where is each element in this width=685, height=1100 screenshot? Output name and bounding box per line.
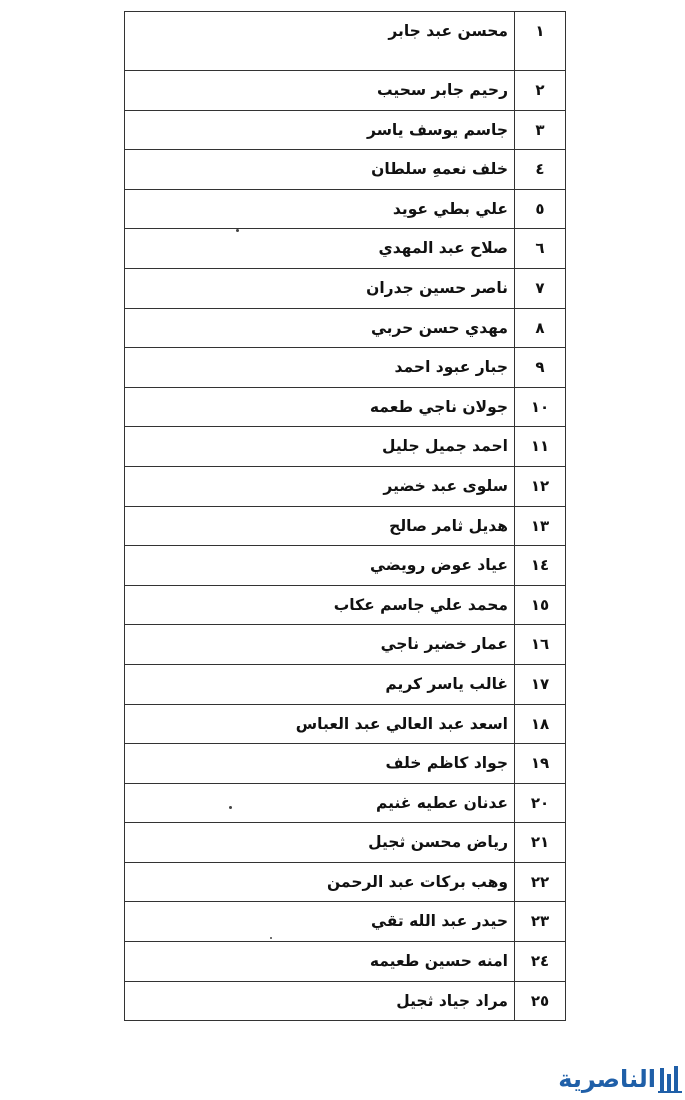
row-name: سلوى عبد خضير: [125, 466, 515, 506]
table-row: [125, 902, 566, 942]
row-name: اسعد عبد العالي عبد العباس: [125, 704, 515, 744]
row-number: ١١: [515, 427, 566, 467]
table-row: [125, 546, 566, 586]
scan-speck: [229, 806, 232, 809]
table-row: [125, 268, 566, 308]
row-name: عمار خضير ناجي: [125, 625, 515, 665]
row-number: ٢٣: [515, 902, 566, 942]
row-number: ٩: [515, 348, 566, 388]
table-row: [125, 466, 566, 506]
row-name: صلاح عبد المهدي: [125, 229, 515, 269]
row-name: رحيم جابر سحيب: [125, 71, 515, 111]
row-number: ١٣: [515, 506, 566, 546]
row-name: احمد جميل جليل: [125, 427, 515, 467]
scan-speck: [236, 229, 239, 232]
watermark-text: الناصرية: [558, 1065, 656, 1093]
row-name: محسن عبد جابر: [125, 12, 515, 71]
row-number: ٢: [515, 71, 566, 111]
row-name: وهب بركات عبد الرحمن: [125, 862, 515, 902]
row-name: غالب ياسر كريم: [125, 664, 515, 704]
scan-speck: [270, 937, 272, 939]
row-number: ٧: [515, 268, 566, 308]
row-number: ٦: [515, 229, 566, 269]
table-row: [125, 744, 566, 784]
names-table: [124, 11, 566, 1021]
row-number: ٢٥: [515, 981, 566, 1021]
table-row: [125, 150, 566, 190]
table-row: [125, 189, 566, 229]
table-row: [125, 12, 566, 71]
row-name: امنه حسين طعيمه: [125, 942, 515, 982]
table-row: [125, 229, 566, 269]
row-number: ٨: [515, 308, 566, 348]
row-name: عدنان عطيه غنيم: [125, 783, 515, 823]
table-row: [125, 942, 566, 982]
row-name: ناصر حسين جدران: [125, 268, 515, 308]
row-number: ٢١: [515, 823, 566, 863]
row-number: ٤: [515, 150, 566, 190]
row-number: ١٦: [515, 625, 566, 665]
row-number: ١٤: [515, 546, 566, 586]
table-row: [125, 625, 566, 665]
table-row: [125, 348, 566, 388]
row-name: جاسم يوسف ياسر: [125, 110, 515, 150]
table-row: [125, 664, 566, 704]
table-row: [125, 981, 566, 1021]
table-row: [125, 387, 566, 427]
row-number: ٢٢: [515, 862, 566, 902]
table-row: [125, 823, 566, 863]
table-row: [125, 308, 566, 348]
row-number: ١٥: [515, 585, 566, 625]
row-name: جواد كاظم خلف: [125, 744, 515, 784]
row-number: ٥: [515, 189, 566, 229]
row-number: ١: [515, 12, 566, 71]
row-name: جبار عبود احمد: [125, 348, 515, 388]
row-name: عياد عوض رويضي: [125, 546, 515, 586]
table-row: [125, 585, 566, 625]
row-number: ١٨: [515, 704, 566, 744]
row-name: حيدر عبد الله تقي: [125, 902, 515, 942]
row-number: ٢٤: [515, 942, 566, 982]
watermark-logo: [560, 1062, 682, 1096]
table-row: [125, 862, 566, 902]
row-number: ١٠: [515, 387, 566, 427]
table-row: [125, 427, 566, 467]
row-name: علي بطي عويد: [125, 189, 515, 229]
row-name: جولان ناجي طعمه: [125, 387, 515, 427]
row-number: ٢٠: [515, 783, 566, 823]
row-name: رياض محسن ثجيل: [125, 823, 515, 863]
row-number: ١٢: [515, 466, 566, 506]
row-name: خلف نعمهِ سلطان: [125, 150, 515, 190]
row-name: هديل ثامر صالح: [125, 506, 515, 546]
table-row: [125, 71, 566, 111]
row-name: محمد علي جاسم عكاب: [125, 585, 515, 625]
table-row: [125, 704, 566, 744]
logo-icon: [658, 1064, 682, 1094]
table-row: [125, 783, 566, 823]
table-row: [125, 110, 566, 150]
row-name: مهدي حسن حربي: [125, 308, 515, 348]
table-row: [125, 506, 566, 546]
row-name: مراد جياد ثجيل: [125, 981, 515, 1021]
row-number: ١٩: [515, 744, 566, 784]
row-number: ١٧: [515, 664, 566, 704]
row-number: ٣: [515, 110, 566, 150]
